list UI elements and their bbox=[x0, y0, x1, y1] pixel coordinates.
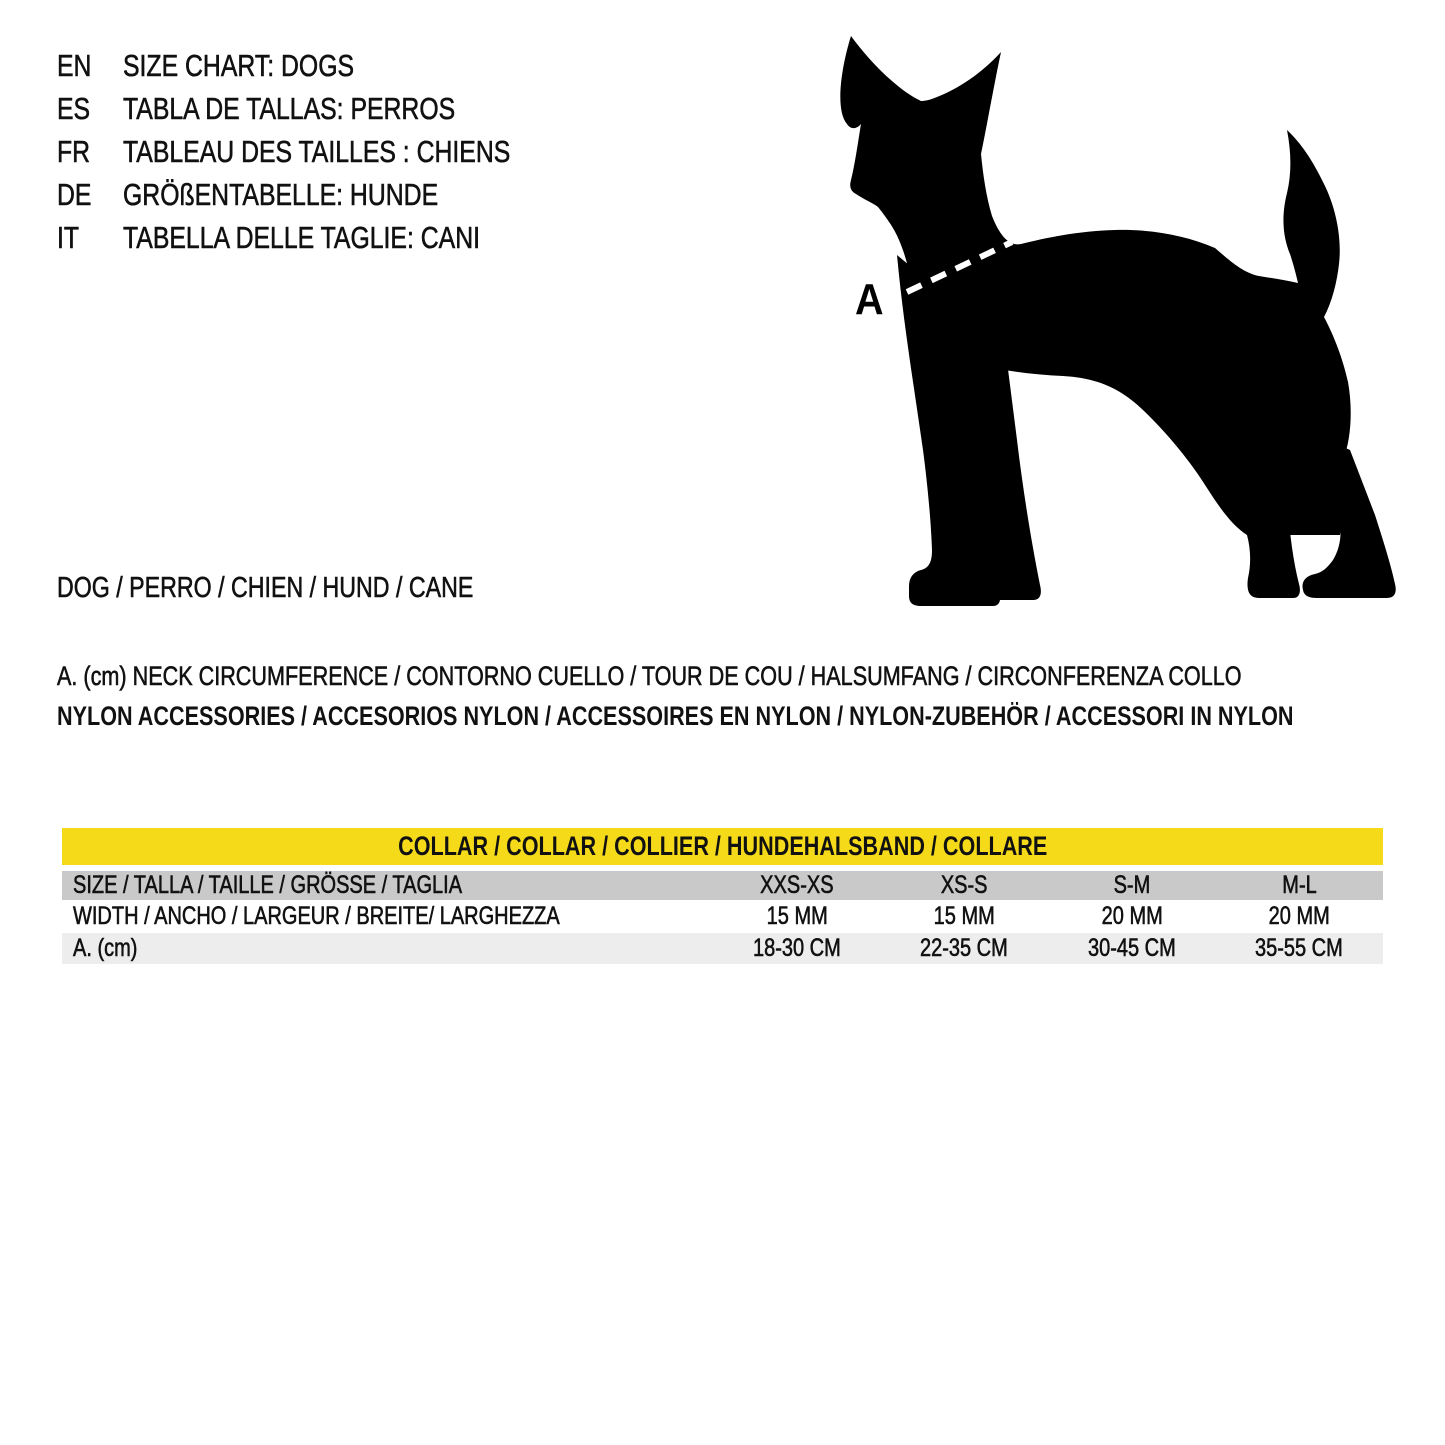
cell-value: 15 MM bbox=[933, 902, 995, 930]
measurement-note-text: A. (cm) NECK CIRCUMFERENCE / CONTORNO CUELLO / TOUR DE COU / HALSUMFANG / CIRCONFERENZA COLLO bbox=[57, 661, 1242, 691]
cell-value: 22-35 CM bbox=[920, 934, 1009, 962]
title-language-list bbox=[57, 44, 607, 259]
measurement-note bbox=[57, 661, 1445, 692]
language-title: TABLEAU DES TAILLES : CHIENS bbox=[123, 133, 511, 169]
chihuahua-dog-silhouette-icon bbox=[835, 30, 1410, 610]
material-note bbox=[57, 701, 1445, 732]
language-row-en bbox=[57, 44, 607, 87]
cell-value: XXS-XS bbox=[760, 871, 834, 899]
cell-value: S-M bbox=[1113, 871, 1151, 899]
cell-value: 30-45 CM bbox=[1087, 934, 1176, 962]
cell-value: 20 MM bbox=[1268, 902, 1330, 930]
row-label: A. (cm) bbox=[73, 934, 138, 962]
figure-caption-text: DOG / PERRO / CHIEN / HUND / CANE bbox=[57, 572, 474, 604]
cell-value: 15 MM bbox=[766, 902, 828, 930]
row-label: SIZE / TALLA / TAILLE / GRÖSSE / TAGLIA bbox=[73, 871, 463, 899]
cell-value: M-L bbox=[1282, 871, 1317, 899]
language-title: GRÖßENTABELLE: HUNDE bbox=[123, 176, 439, 212]
language-code: IT bbox=[57, 219, 80, 255]
collar-size-table bbox=[62, 828, 1383, 964]
material-note-text: NYLON ACCESSORIES / ACCESORIOS NYLON / ACCESSOIRES EN NYLON / NYLON-ZUBEHÖR / ACCESSORI IN NYLON bbox=[57, 701, 1294, 731]
cell-value: 18-30 CM bbox=[752, 934, 841, 962]
table-title: COLLAR / COLLAR / COLLIER / HUNDEHALSBAND / COLLARE bbox=[397, 831, 1048, 861]
language-row-it bbox=[57, 216, 607, 259]
language-code: FR bbox=[57, 133, 91, 169]
language-title: SIZE CHART: DOGS bbox=[123, 47, 355, 83]
cell-value: XS-S bbox=[940, 871, 988, 899]
neck-marker-label: A bbox=[855, 274, 884, 324]
table-row-size bbox=[62, 871, 1383, 900]
cell-value: 35-55 CM bbox=[1255, 934, 1344, 962]
language-row-de bbox=[57, 173, 607, 216]
language-code: DE bbox=[57, 176, 92, 212]
language-title: TABLA DE TALLAS: PERROS bbox=[123, 90, 456, 126]
language-code: EN bbox=[57, 47, 92, 83]
table-row-width bbox=[62, 900, 1383, 933]
figure-caption bbox=[57, 572, 577, 605]
table-row-neck bbox=[62, 933, 1383, 964]
language-row-es bbox=[57, 87, 607, 130]
cell-value: 20 MM bbox=[1101, 902, 1163, 930]
table-title-band bbox=[62, 828, 1383, 865]
language-row-fr bbox=[57, 130, 607, 173]
language-title: TABELLA DELLE TAGLIE: CANI bbox=[123, 219, 480, 255]
language-code: ES bbox=[57, 90, 91, 126]
row-label: WIDTH / ANCHO / LARGEUR / BREITE/ LARGHEZZA bbox=[73, 902, 560, 930]
